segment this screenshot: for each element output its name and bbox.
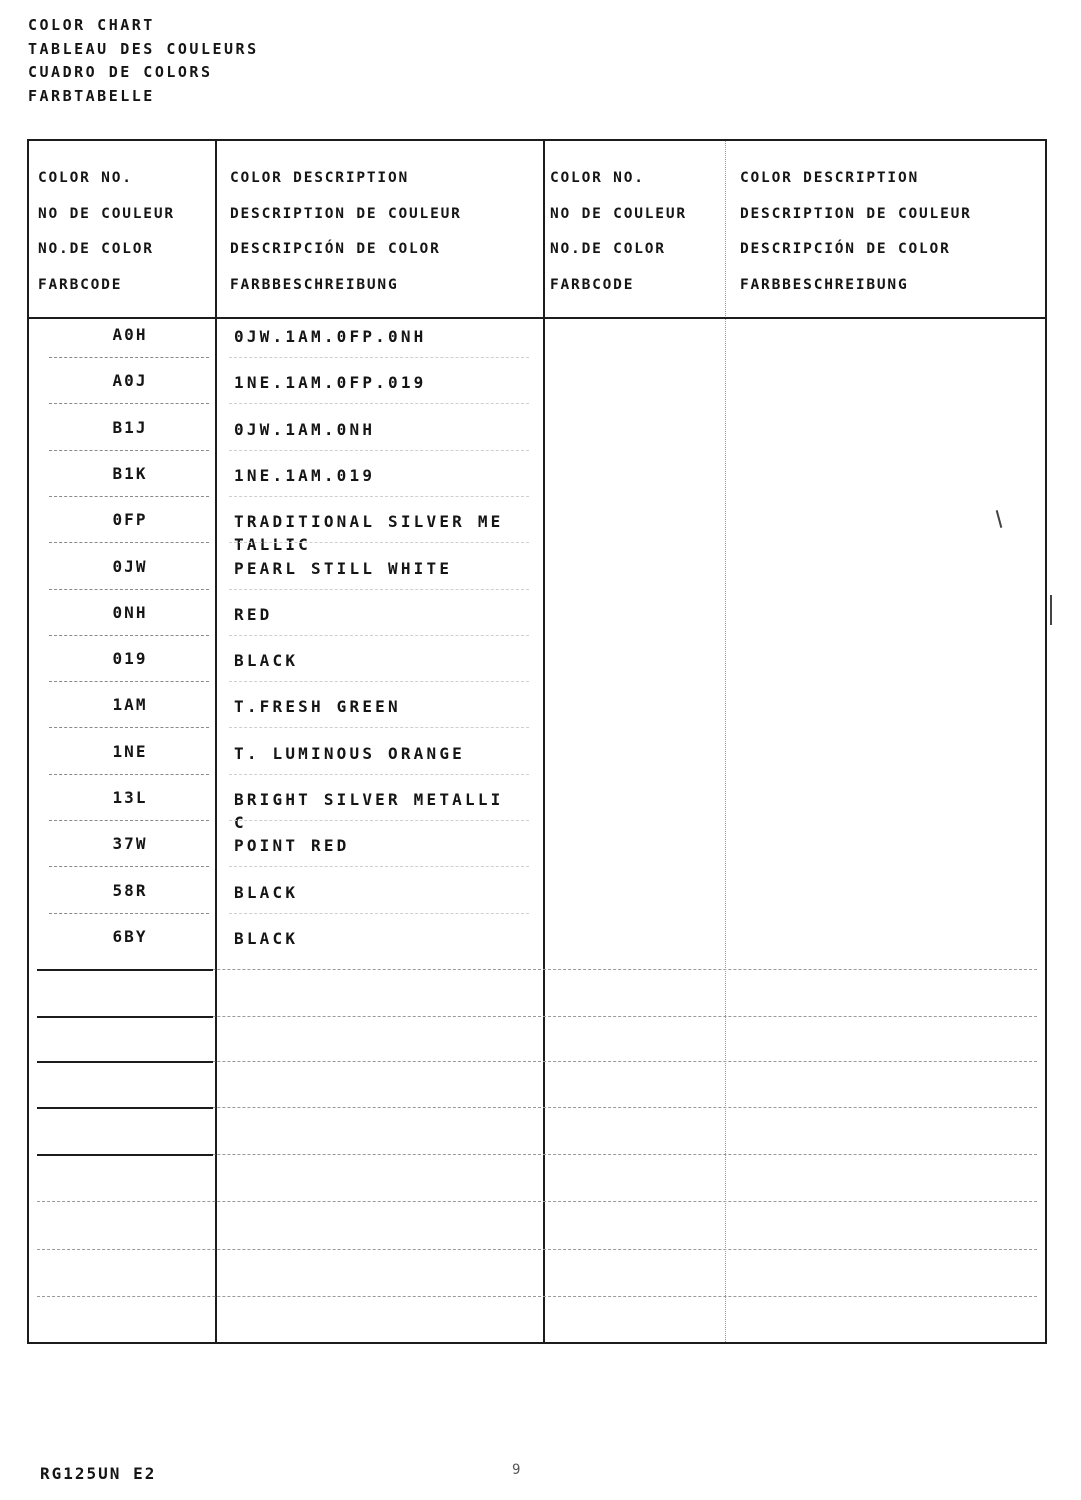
color-description: BLACK: [234, 882, 299, 902]
color-description: 0JW.1AM.0FP.0NH: [234, 327, 427, 346]
table-row: [29, 649, 544, 695]
row-divider: [229, 542, 529, 543]
row-divider: [229, 450, 529, 451]
table-row: [29, 510, 544, 556]
color-code: 019: [112, 649, 148, 669]
row-divider: [49, 913, 209, 914]
chart-title-block: [28, 14, 259, 108]
header-text: NO.DE COLOR: [38, 241, 154, 257]
color-code: 37W: [112, 834, 148, 854]
table-row: [29, 418, 544, 464]
row-divider: [229, 820, 529, 821]
header-text: NO DE COULEUR: [550, 205, 687, 222]
row-divider: [229, 913, 529, 914]
row-divider: [229, 866, 529, 867]
table-row: [29, 695, 544, 741]
row-divider: [49, 727, 209, 728]
color-description: TRADITIONAL SILVER ME TALLIC: [234, 512, 504, 555]
row-divider: [49, 635, 209, 636]
header-text: NO.DE COLOR: [550, 241, 666, 257]
color-description: 0JW.1AM.0NH: [234, 419, 376, 439]
color-code: 1AM: [112, 695, 148, 715]
row-divider: [49, 774, 209, 775]
table-row: [29, 788, 544, 834]
header-text: DESCRIPCIÓN DE COLOR: [230, 241, 441, 257]
table-row: [29, 927, 544, 973]
row-divider: [229, 635, 529, 636]
table-row: [29, 742, 544, 788]
row-divider: [229, 403, 529, 404]
empty-row-solid-line: [37, 1107, 213, 1109]
color-code: 1NE: [112, 741, 148, 761]
row-divider: [229, 496, 529, 497]
table-row: [29, 464, 544, 510]
table-row: [29, 603, 544, 649]
color-description: BRIGHT SILVER METALLI C: [234, 790, 504, 832]
color-description: T.FRESH GREEN: [234, 697, 401, 717]
header-color-no: [38, 161, 175, 303]
header-text: FARBBESCHREIBUNG: [740, 276, 909, 293]
row-divider: [229, 357, 529, 358]
row-divider: [229, 589, 529, 590]
color-description: 1NE.1AM.019: [234, 465, 376, 485]
color-code: A0J: [112, 371, 148, 391]
scan-mark: [1050, 595, 1052, 625]
row-divider: [229, 727, 529, 728]
table-row: [29, 371, 544, 417]
color-description: PEARL STILL WHITE: [234, 558, 453, 578]
column-divider: [725, 141, 726, 1342]
title-es: CUADRO DE COLORS: [28, 63, 213, 81]
table-row: [29, 325, 544, 371]
title-de: FARBTABELLE: [28, 86, 155, 105]
color-code: B1J: [112, 417, 148, 437]
title-fr: TABLEAU DES COULEURS: [28, 39, 259, 58]
color-code: 0NH: [112, 602, 148, 622]
header-text: DESCRIPCIÓN DE COLOR: [740, 241, 951, 257]
empty-row-line: [37, 1201, 1037, 1202]
color-code: 13L: [112, 788, 148, 807]
row-divider: [229, 774, 529, 775]
header-text: FARBCODE: [550, 276, 635, 293]
header-text: COLOR DESCRIPTION: [740, 170, 920, 186]
color-description: T. LUMINOUS ORANGE: [234, 743, 465, 763]
empty-row-line: [37, 1249, 1037, 1250]
color-code: 0JW: [112, 556, 148, 576]
color-code: 0FP: [112, 510, 148, 530]
header-color-description-2: [740, 161, 972, 303]
row-divider: [49, 589, 209, 590]
color-code: 6BY: [112, 926, 148, 946]
header-text: FARBCODE: [38, 276, 123, 293]
header-text: COLOR DESCRIPTION: [230, 170, 410, 186]
header-text: DESCRIPTION DE COULEUR: [230, 205, 462, 222]
color-description: BLACK: [234, 928, 299, 948]
header-divider: [29, 317, 1045, 319]
header-text: DESCRIPTION DE COULEUR: [740, 205, 972, 222]
header-color-no-2: [550, 161, 687, 303]
empty-row-solid-line: [37, 969, 213, 971]
header-text: COLOR NO.: [550, 170, 645, 186]
color-description: 1NE.1AM.0FP.019: [234, 373, 427, 393]
table-row: [29, 557, 544, 603]
row-divider: [49, 820, 209, 821]
row-divider: [229, 681, 529, 682]
empty-row-solid-line: [37, 1061, 213, 1063]
row-divider: [49, 403, 209, 404]
color-code: 58R: [112, 880, 148, 900]
row-divider: [49, 542, 209, 543]
row-divider: [49, 681, 209, 682]
header-text: FARBBESCHREIBUNG: [230, 276, 399, 293]
header-color-description: [230, 161, 462, 303]
empty-row-solid-line: [37, 1154, 213, 1156]
empty-row-line: [37, 1296, 1037, 1297]
table-row: [29, 881, 544, 927]
color-chart-table: [27, 139, 1047, 1344]
color-code: A0H: [112, 325, 148, 344]
title-en: COLOR CHART: [28, 16, 155, 34]
row-divider: [49, 496, 209, 497]
header-text: NO DE COULEUR: [38, 205, 175, 222]
row-divider: [49, 357, 209, 358]
color-description: BLACK: [234, 651, 299, 671]
page-number: 9: [512, 1462, 521, 1478]
color-description: RED: [234, 604, 273, 624]
table-row: [29, 834, 544, 880]
color-code: B1K: [112, 463, 148, 483]
empty-row-solid-line: [37, 1016, 213, 1018]
header-text: COLOR NO.: [38, 170, 133, 186]
row-divider: [49, 450, 209, 451]
model-code: RG125UN E2: [40, 1464, 157, 1483]
color-description: POINT RED: [234, 836, 350, 856]
row-divider: [49, 866, 209, 867]
